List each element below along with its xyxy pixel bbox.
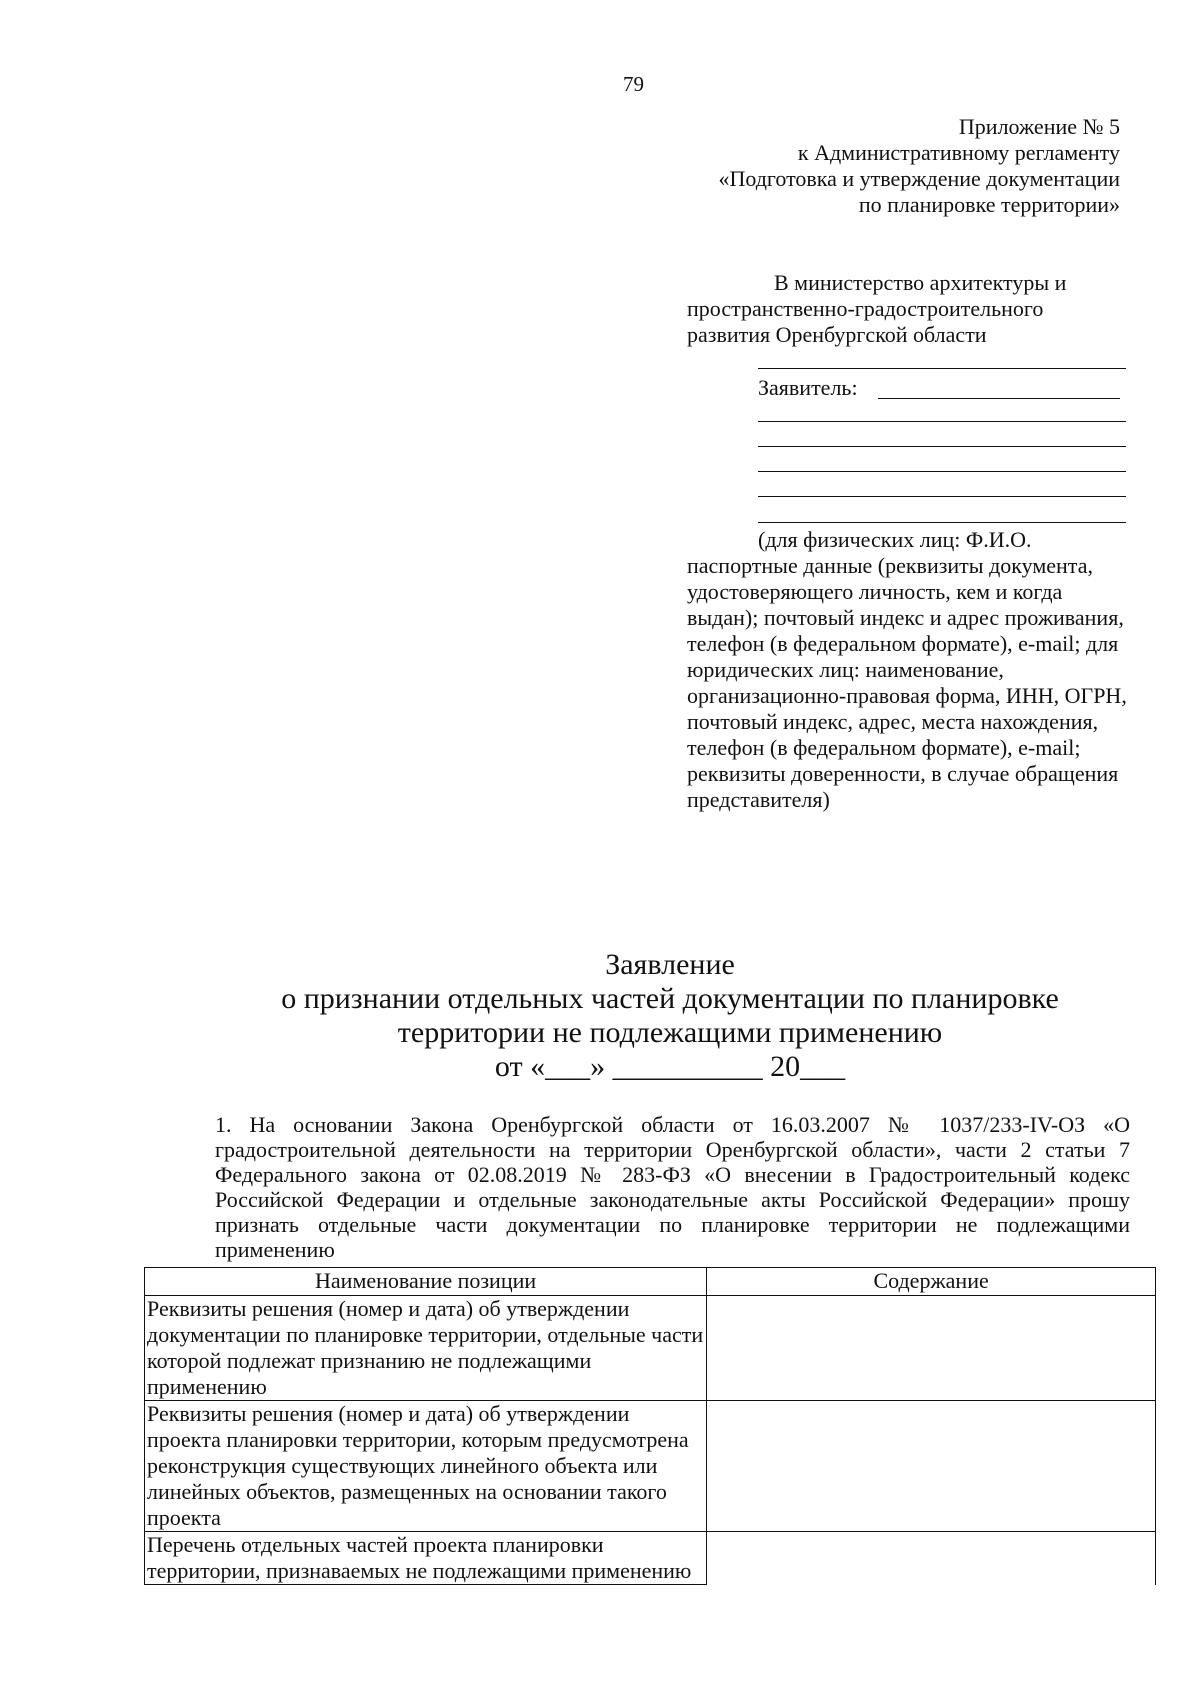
table-row xyxy=(145,1532,1156,1585)
appendix-line: «Подготовка и утверждение документации xyxy=(718,166,1120,191)
positions-table xyxy=(144,1267,1156,1585)
appendix-line: к Административному регламенту xyxy=(797,140,1120,165)
position-name: Реквизиты решения (номер и дата) об утверждении проекта планировки территории, которым предусмотрена реконструкция существующих линейного объекта или линейных объектов, размещенных на основании такого проекта xyxy=(145,1401,707,1532)
table-header-row xyxy=(145,1268,1156,1296)
position-content[interactable] xyxy=(707,1532,1156,1585)
blank-line[interactable] xyxy=(758,496,1126,497)
position-content[interactable] xyxy=(707,1401,1156,1532)
applicant-hint xyxy=(687,527,1127,813)
addressee-line: пространственно-градостроительного xyxy=(687,296,1044,321)
column-header-content: Содержание xyxy=(707,1268,1156,1296)
title-line: о признании отдельных частей документации по планировке xyxy=(281,982,1059,1015)
position-content[interactable] xyxy=(707,1296,1156,1401)
title-line: территории не подлежащими применению xyxy=(397,1016,943,1049)
title-date-line: от «___» __________ 20___ xyxy=(494,1050,846,1083)
position-name: Перечень отдельных частей проекта планировки территории, признаваемых не подлежащими применению xyxy=(145,1532,707,1585)
blank-line[interactable] xyxy=(758,522,1126,523)
column-header-name: Наименование позиции xyxy=(145,1268,707,1296)
hint-first-line: (для физических лиц: Ф.И.О. xyxy=(758,527,1032,552)
table-row xyxy=(145,1296,1156,1401)
applicant-label: Заявитель: xyxy=(758,375,858,400)
blank-line[interactable] xyxy=(758,471,1126,472)
paragraph-text: 1. На основании Закона Оренбургской области от 16.03.2007 № 1037/233-IV-ОЗ «О градостроительной деятельности на территории Оренбургской области», части 2 статьи 7 Федерального закона от 02.08.2019 № 283-ФЗ «О внесении в Градостроительный кодекс Российской Федерации и отдельные законодательные акты Российской Федерации» прошу признать отдельные части документации по планировке территории не подлежащими применению xyxy=(215,1112,1130,1262)
table-row xyxy=(145,1401,1156,1532)
page-number: 79 xyxy=(623,72,644,96)
request-paragraph xyxy=(145,1112,1130,1262)
hint-text: паспортные данные (реквизиты документа, удостоверяющего личность, кем и когда выдан); почтовый индекс и адрес проживания, телефон (в федеральном формате), e-mail; для юридических лиц: наименование, организационно-правовая форма, ИНН, ОГРН, почтовый индекс, адрес, места нахождения, телефон (в федеральном формате), e-mail; реквизиты доверенности, в случае обращения представителя) xyxy=(687,553,1127,812)
addressee-line: В министерство архитектуры и xyxy=(774,270,1067,295)
blank-line[interactable] xyxy=(758,421,1126,422)
addressee-block xyxy=(687,270,1127,348)
appendix-line: по планировке территории» xyxy=(858,192,1120,217)
blank-line[interactable] xyxy=(758,368,1126,369)
appendix-line: Приложение № 5 xyxy=(958,114,1120,139)
blank-line[interactable] xyxy=(758,446,1126,447)
position-name: Реквизиты решения (номер и дата) об утверждении документации по планировке территории, отдельные части которой подлежат признанию не подлежащими применению xyxy=(145,1296,707,1401)
document-title xyxy=(140,948,1200,1084)
title-line: Заявление xyxy=(605,948,735,981)
applicant-field[interactable] xyxy=(878,398,1120,399)
appendix-header xyxy=(718,114,1120,218)
addressee-line: развития Оренбургской области xyxy=(687,322,987,347)
